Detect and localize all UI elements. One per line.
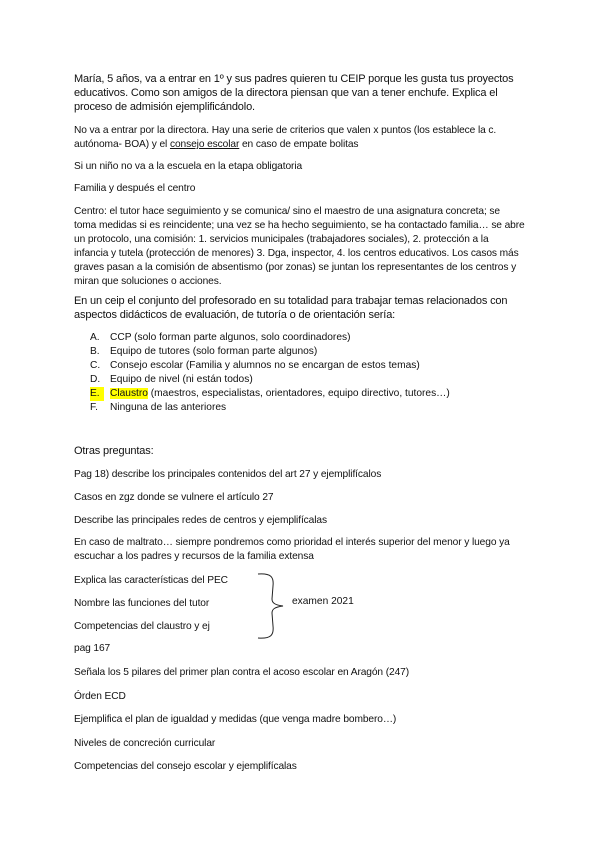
question-6: Nombre las funciones del tutor <box>74 598 210 609</box>
question-11: Niveles de concreción curricular <box>74 738 216 749</box>
question-8: Señala los 5 pilares del primer plan contra el acoso escolar en Aragón (247) <box>74 667 410 678</box>
intro-line-3: proceso de admisión ejemplificándolo. <box>74 101 255 113</box>
question-10: Ejemplifica el plan de igualdad y medidas (que venga madre bombero…) <box>74 714 397 725</box>
question-2: Casos en zgz donde se vulnere el artículo 27 <box>74 492 274 503</box>
highlighted-marker: E. <box>90 387 104 401</box>
intro-line-2: educativos. Como son amigos de la directora piensan que van a tener enchufe. Explica el <box>74 87 498 99</box>
intro-line-1: María, 5 años, va a entrar en 1º y sus padres quieren tu CEIP porque les gusta tus proyectos <box>74 73 514 85</box>
question-12: Competencias del consejo escolar y ejemplifícalas <box>74 761 297 772</box>
question-4-line-1: En caso de maltrato… siempre pondremos como prioridad el interés superior del menor y luego ya <box>74 537 510 548</box>
center-line-5: graves pasan a la comisión de absentismo (por zonas) se juntan los representantes de los centros y <box>74 262 517 273</box>
question-9: Órden ECD <box>74 691 126 702</box>
center-line-2: toma medidas si es reincidente; una vez se ha hecho seguimiento, se ha contactado familia… se abre <box>74 220 525 231</box>
center-line-6: miran que soluciones o acciones. <box>74 276 222 287</box>
ceip-question-line-2: aspectos didácticos de evaluación, de tutoría o de orientación sería: <box>74 309 396 321</box>
question-1: Pag 18) describe los principales contenidos del art 27 y ejemplifícalos <box>74 469 382 480</box>
curly-brace-icon <box>255 572 287 640</box>
highlighted-answer: Claustro <box>110 388 148 399</box>
answer1-line-2: autónoma- BOA) y el consejo escolar en caso de empate bolitas <box>74 139 359 150</box>
center-line-1: Centro: el tutor hace seguimiento y se comunica/ sino el maestro de una asignatura concreta; se <box>74 206 500 217</box>
ceip-question-line-1: En un ceip el conjunto del profesorado en su totalidad para trabajar temas relacionados con <box>74 295 508 307</box>
question-7: Competencias del claustro y ej <box>74 621 210 632</box>
question-4-line-2: escuchar a los padres y recursos de la familia extensa <box>74 551 314 562</box>
question-3: Describe las principales redes de centros y ejemplifícalas <box>74 515 327 526</box>
family-line: Familia y después el centro <box>74 183 196 194</box>
center-line-3: un protocolo, una comisión: 1. servicios municipales (trabajadores sociales), 2. protección a la <box>74 234 489 245</box>
page-ref: pag 167 <box>74 643 111 654</box>
underlined-text: consejo escolar <box>169 139 240 150</box>
center-line-4: infancia y tutela (protección de menores) 3. Dga, inspector, 4. los centros educativos. Los casos más <box>74 248 519 259</box>
exam-label: examen 2021 <box>292 596 354 607</box>
others-heading: Otras preguntas: <box>74 445 154 457</box>
question-school: Si un niño no va a la escuela en la etapa obligatoria <box>74 161 303 172</box>
question-5: Explica las características del PEC <box>74 575 228 586</box>
document-page: María, 5 años, va a entrar en 1º y sus padres quieren tu CEIP porque les gusta tus proyectos educativos. Como son amigos de la directora piensan que van a tener enchufe. Explica el proceso de admisión ejemplificándolo. No va a entrar por la directora. Hay una serie de criterios que valen x puntos (los establece la c. autónoma- BOA) y el consejo escolar en caso de empate bolitas Si un niño no va a la escuela en la etapa obligatoria Familia y después el centro Centro: el tutor hace seguimiento y se comunica/ sino el maestro de una asignatura concreta; se toma medidas si es reincidente; una vez se ha hecho seguimiento, se ha contactado familia… se abre un protocolo, una comisión: 1. servicios municipales (trabajadores sociales), 2. protección a la infancia y tutela (protección de menores) 3. Dga, inspector, 4. los centros educativos. Los casos más graves pasan a la comisión de absentismo (por zonas) se juntan los representantes de los centros y miran que soluciones o acciones. En un ceip el conjunto del profesorado en su totalidad para trabajar temas relacionados con aspectos didácticos de evaluación, de tutoría o de orientación sería: A. CCP (solo forman parte algunos, solo coordinadores) B. Equipo de tutores (solo forman parte algunos) C. Consejo escolar (Familia y alumnos no se encargan de estos temas) D. Equipo de nivel (ni están todos) E. Claustro (maestros, especialistas, orientadores, equipo directivo, tutores…) F. Ninguna de las anteriores Otras preguntas: Pag 18) describe los principales contenidos del art 27 y ejemplifícalos Casos en zgz donde se vulnere el artículo 27 Describe las principales redes de centros y ejemplifícalas En caso de maltrato… siempre pondremos como prioridad el interés superior del menor y luego ya escuchar a los padres y recursos de la familia extensa Explica las características del PEC Nombre las funciones del tutor Competencias del claustro y ej examen 2021 pag 167 Señala los 5 pilares del primer plan contra el acoso escolar en Aragón (247) Órden ECD Ejemplifica el plan de igualdad y medidas (que venga madre bombero…) Niveles de concreción curricular Competencias del consejo escolar y ejemplifícalas <box>0 0 600 848</box>
answer1-line-1: No va a entrar por la directora. Hay una serie de criterios que valen x puntos (los establece la c. <box>74 125 497 136</box>
